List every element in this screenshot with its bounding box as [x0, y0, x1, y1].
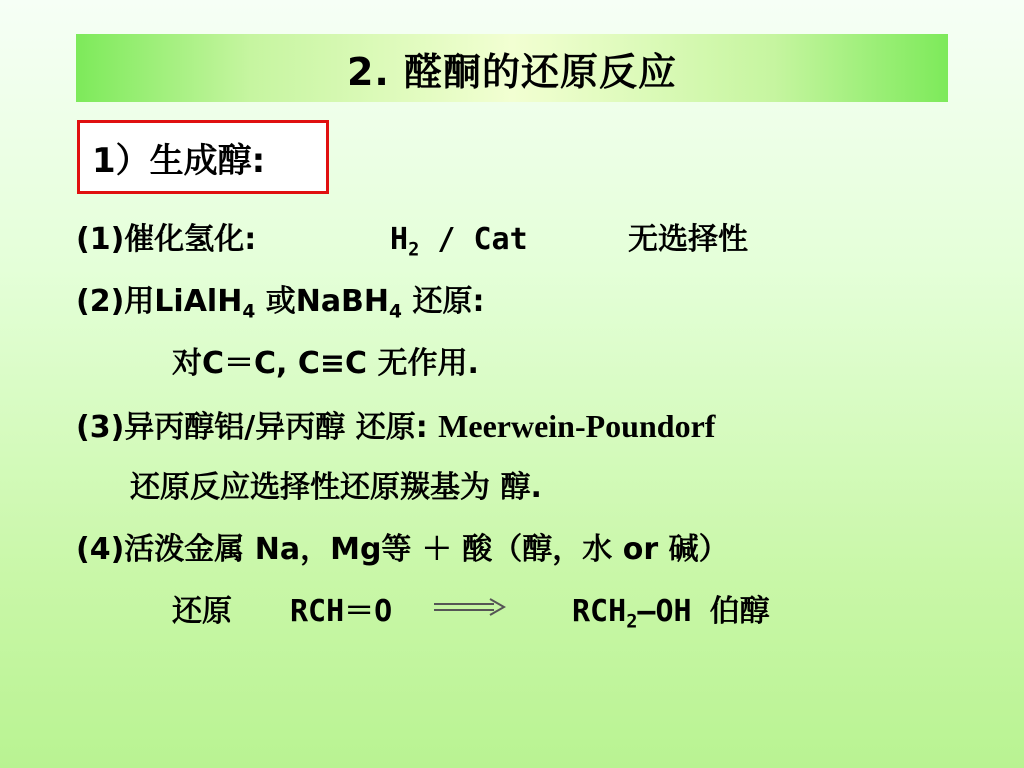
hydrogen-symbol: H — [390, 222, 409, 257]
method-2-note: 对C＝C, C≡C 无作用. — [172, 346, 479, 381]
hydrogen-subscript: 2 — [408, 239, 420, 261]
method-3-label: (3)异丙醇铝/异丙醇 还原: — [76, 410, 428, 445]
method-1-label: (1)催化氢化: — [76, 222, 257, 257]
reduction-text: 还原: — [402, 284, 485, 319]
aldehyde-formula: RCH＝O — [290, 594, 393, 629]
method-2-line — [76, 282, 484, 322]
reaction-arrow-icon — [432, 596, 508, 618]
alcohol-formula-subscript: 2 — [626, 611, 638, 633]
method-4-label: (4)活泼金属 Na，Mg等 ＋ 酸（醇，水 or 碱） — [76, 532, 729, 567]
catalyst-text: / Cat — [419, 222, 528, 257]
method-3-note: 还原反应选择性还原羰基为 醇. — [130, 470, 542, 505]
section-heading: 1）生成醇: — [92, 140, 266, 181]
title-banner — [76, 34, 948, 102]
no-selectivity-text: 无选择性 — [628, 222, 748, 257]
reduction-prefix: 还原 — [172, 594, 232, 629]
method-4-line — [76, 530, 729, 570]
page-title: 2. 醛酮的还原反应 — [346, 49, 678, 94]
section-heading-box — [77, 120, 329, 194]
alcohol-formula-tail: —OH — [637, 594, 692, 629]
method-1-note — [628, 220, 748, 260]
method-3-note-line — [130, 468, 542, 508]
primary-alcohol-text: 伯醇 — [709, 594, 770, 629]
method-1-reagent — [390, 220, 528, 260]
method-1-line — [76, 220, 256, 260]
product-formula — [572, 592, 770, 632]
reaction-line — [172, 592, 232, 632]
method-3-line — [76, 406, 715, 448]
nabh-text: 或NaBH — [255, 284, 390, 319]
method-2-note-line — [172, 344, 479, 384]
reactant-formula — [290, 592, 392, 632]
lialh4-subscript: 4 — [242, 301, 256, 323]
alcohol-formula-main: RCH — [572, 594, 627, 629]
nabh4-subscript: 4 — [389, 301, 402, 323]
method-2-label: (2)用LiAlH — [76, 284, 243, 319]
meerwein-poundorf-name: Meerwein-Poundorf — [438, 408, 716, 444]
